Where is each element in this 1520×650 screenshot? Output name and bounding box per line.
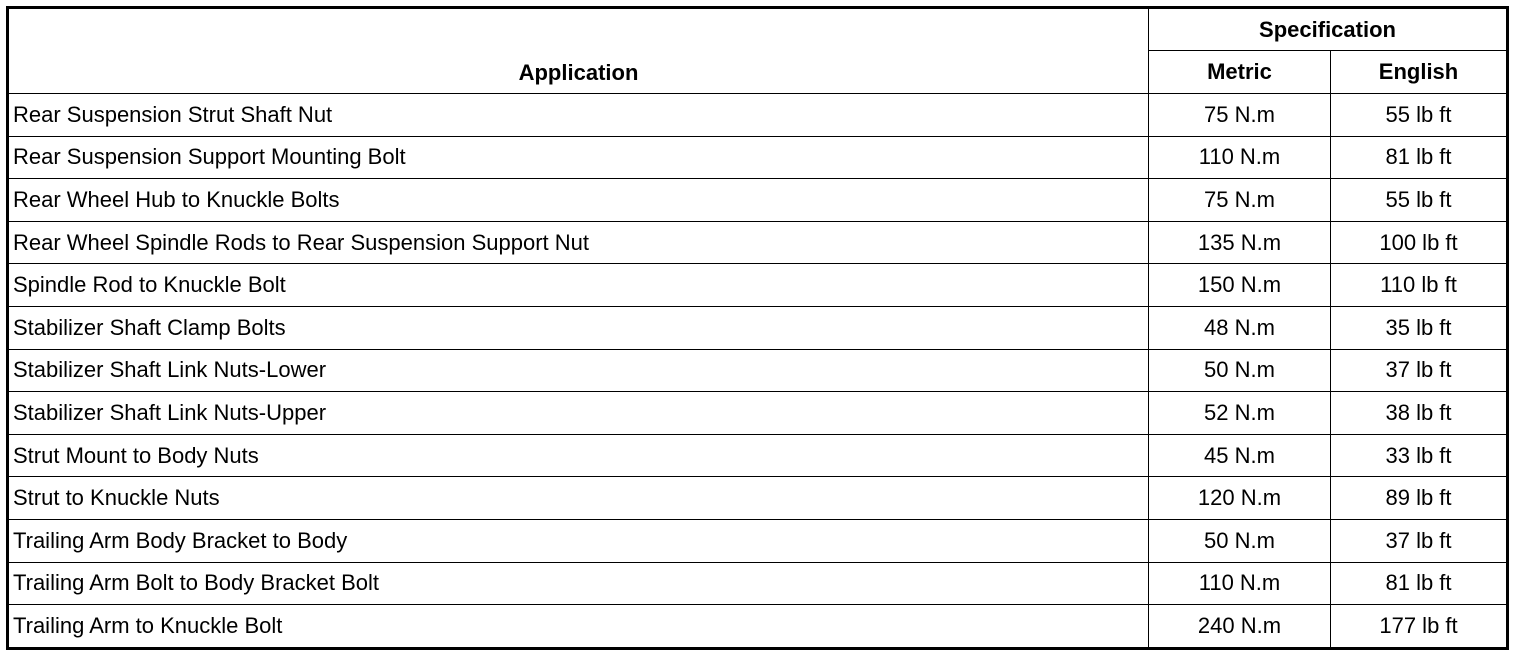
table-row <box>8 264 1508 307</box>
application-cell: Stabilizer Shaft Link Nuts-Upper <box>8 392 1149 435</box>
application-cell: Trailing Arm to Knuckle Bolt <box>8 605 1149 649</box>
table-row <box>8 94 1508 137</box>
metric-value-cell: 50 N.m <box>1149 349 1331 392</box>
table-row <box>8 434 1508 477</box>
table-row <box>8 136 1508 179</box>
application-cell: Rear Wheel Hub to Knuckle Bolts <box>8 179 1149 222</box>
english-value-cell: 100 lb ft <box>1331 221 1508 264</box>
metric-value-cell: 120 N.m <box>1149 477 1331 520</box>
english-value-cell: 81 lb ft <box>1331 136 1508 179</box>
table-row <box>8 477 1508 520</box>
application-column-header: Application <box>8 8 1149 94</box>
table-row <box>8 519 1508 562</box>
english-value-cell: 35 lb ft <box>1331 306 1508 349</box>
english-value-cell: 33 lb ft <box>1331 434 1508 477</box>
english-value-cell: 110 lb ft <box>1331 264 1508 307</box>
metric-value-cell: 52 N.m <box>1149 392 1331 435</box>
metric-value-cell: 48 N.m <box>1149 306 1331 349</box>
application-cell: Trailing Arm Body Bracket to Body <box>8 519 1149 562</box>
table-row <box>8 179 1508 222</box>
metric-value-cell: 240 N.m <box>1149 605 1331 649</box>
metric-value-cell: 75 N.m <box>1149 179 1331 222</box>
metric-column-header: Metric <box>1149 51 1331 94</box>
table-row <box>8 392 1508 435</box>
metric-value-cell: 110 N.m <box>1149 562 1331 605</box>
english-value-cell: 37 lb ft <box>1331 349 1508 392</box>
table-row <box>8 349 1508 392</box>
english-value-cell: 55 lb ft <box>1331 94 1508 137</box>
application-cell: Rear Suspension Support Mounting Bolt <box>8 136 1149 179</box>
metric-value-cell: 110 N.m <box>1149 136 1331 179</box>
english-value-cell: 55 lb ft <box>1331 179 1508 222</box>
table-body <box>8 94 1508 649</box>
english-value-cell: 89 lb ft <box>1331 477 1508 520</box>
table-row <box>8 605 1508 649</box>
table-row <box>8 306 1508 349</box>
metric-value-cell: 50 N.m <box>1149 519 1331 562</box>
application-cell: Spindle Rod to Knuckle Bolt <box>8 264 1149 307</box>
specification-column-header: Specification <box>1149 8 1508 51</box>
metric-value-cell: 135 N.m <box>1149 221 1331 264</box>
english-column-header: English <box>1331 51 1508 94</box>
english-value-cell: 81 lb ft <box>1331 562 1508 605</box>
application-cell: Trailing Arm Bolt to Body Bracket Bolt <box>8 562 1149 605</box>
application-cell: Rear Wheel Spindle Rods to Rear Suspension Support Nut <box>8 221 1149 264</box>
metric-value-cell: 75 N.m <box>1149 94 1331 137</box>
table-header <box>8 8 1508 94</box>
application-cell: Strut Mount to Body Nuts <box>8 434 1149 477</box>
application-cell: Stabilizer Shaft Link Nuts-Lower <box>8 349 1149 392</box>
table-row <box>8 562 1508 605</box>
table-row <box>8 221 1508 264</box>
english-value-cell: 38 lb ft <box>1331 392 1508 435</box>
english-value-cell: 177 lb ft <box>1331 605 1508 649</box>
application-cell: Strut to Knuckle Nuts <box>8 477 1149 520</box>
metric-value-cell: 45 N.m <box>1149 434 1331 477</box>
application-cell: Rear Suspension Strut Shaft Nut <box>8 94 1149 137</box>
fastener-specification-table <box>6 6 1509 650</box>
metric-value-cell: 150 N.m <box>1149 264 1331 307</box>
header-row-top <box>8 8 1508 51</box>
english-value-cell: 37 lb ft <box>1331 519 1508 562</box>
application-cell: Stabilizer Shaft Clamp Bolts <box>8 306 1149 349</box>
